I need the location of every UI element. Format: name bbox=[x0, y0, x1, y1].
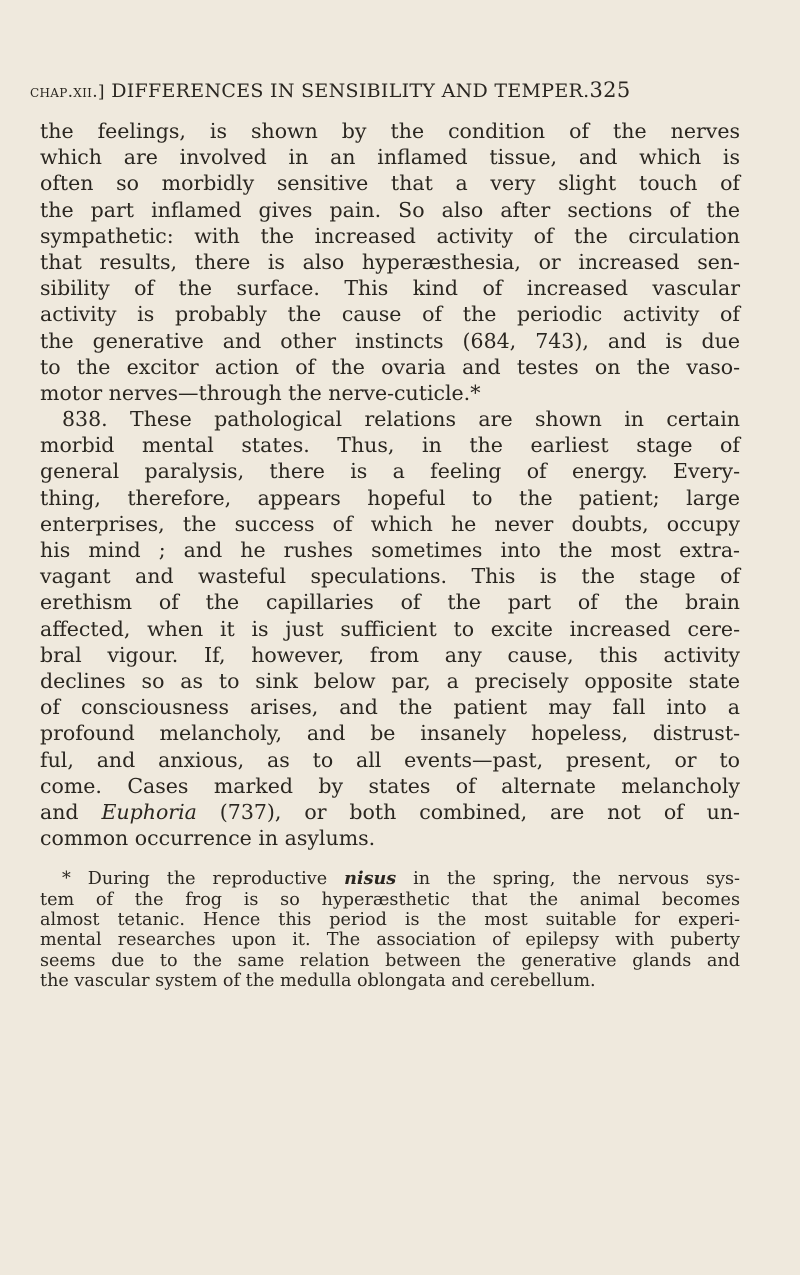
footnote-line: mental researches upon it. The association of epilepsy with puberty bbox=[40, 930, 740, 951]
body-line-euphoria bbox=[40, 799, 740, 825]
footnote-line: almost tetanic. Hence this period is the most suitable for experi- bbox=[40, 910, 740, 931]
body-line: sympathetic: with the increased activity of the circulation bbox=[40, 223, 740, 248]
body-line: activity is probably the cause of the periodic activity of bbox=[40, 302, 740, 327]
body-line: profound melancholy, and be insanely hopeless, distrust- bbox=[40, 721, 740, 746]
body-line: the generative and other instincts (684, 743), and is due bbox=[40, 328, 740, 353]
body-line: morbid mental states. Thus, in the earliest stage of bbox=[40, 433, 740, 458]
body-line: vagant and wasteful speculations. This is the stage of bbox=[40, 564, 740, 589]
text-fragment: * During the reproductive bbox=[62, 869, 345, 890]
body-line: affected, when it is just sufficient to excite increased cere- bbox=[40, 616, 740, 641]
body-line: the feelings, is shown by the condition of the nerves bbox=[40, 119, 740, 143]
body-line: general paralysis, there is a feeling of energy. Every- bbox=[40, 459, 740, 484]
text-fragment: and bbox=[40, 799, 102, 824]
footnote-line bbox=[40, 869, 740, 889]
body-line: sibility of the surface. This kind of increased vascular bbox=[40, 276, 740, 301]
footnote bbox=[40, 869, 740, 991]
text-fragment: (737), or both combined, are not of un- bbox=[196, 799, 740, 824]
paragraph-838-start: 838. These pathological relations are shown in certain bbox=[62, 407, 740, 432]
footnote-line: seems due to the same relation between the generative glands and bbox=[40, 950, 740, 971]
body-line: come. Cases marked by states of alternate melancholy bbox=[40, 773, 740, 798]
body-line: ful, and anxious, as to all events—past, present, or to bbox=[40, 747, 740, 772]
body-line: his mind ; and he rushes sometimes into the most extra- bbox=[40, 538, 740, 562]
footnote-line: tem of the frog is so hyperæsthetic that the animal becomes bbox=[40, 889, 740, 910]
body-line: declines so as to sink below par, a precisely opposite state bbox=[40, 668, 740, 693]
body-line: erethism of the capillaries of the part of the brain bbox=[40, 590, 740, 615]
book-page bbox=[30, 78, 740, 992]
body-line: often so morbidly sensitive that a very slight touch of bbox=[40, 171, 740, 196]
body-line: enterprises, the success of which he never doubts, occupy bbox=[40, 511, 740, 536]
page-number: 325 bbox=[589, 78, 631, 102]
text-fragment: in the spring, the nervous sys- bbox=[396, 869, 740, 890]
body-line: of consciousness arises, and the patient may fall into a bbox=[40, 695, 740, 720]
body-line: to the excitor action of the ovaria and testes on the vaso- bbox=[40, 354, 740, 379]
body-line: bral vigour. If, however, from any cause, this activity bbox=[40, 642, 740, 667]
italic-term: nisus bbox=[344, 868, 397, 890]
body-line: thing, therefore, appears hopeful to the patient; large bbox=[40, 485, 740, 510]
body-line: the part inflamed gives pain. So also after sections of the bbox=[40, 197, 740, 222]
running-head bbox=[30, 78, 740, 102]
body-line: that results, there is also hyperæsthesia, or increased sen- bbox=[40, 249, 740, 274]
body-line: common occurrence in asylums. bbox=[40, 826, 376, 851]
chapter-label: chap.xii.] bbox=[30, 82, 105, 102]
body-line: which are involved in an inflamed tissue, and which is bbox=[40, 145, 740, 170]
italic-term: Euphoria bbox=[101, 799, 197, 824]
footnote-line: the vascular system of the medulla oblongata and cerebellum. bbox=[40, 971, 596, 992]
body-line: motor nerves—through the nerve-cuticle.* bbox=[40, 380, 481, 405]
running-title: DIFFERENCES IN SENSIBILITY AND TEMPER. bbox=[111, 80, 590, 102]
body-text bbox=[40, 118, 740, 851]
